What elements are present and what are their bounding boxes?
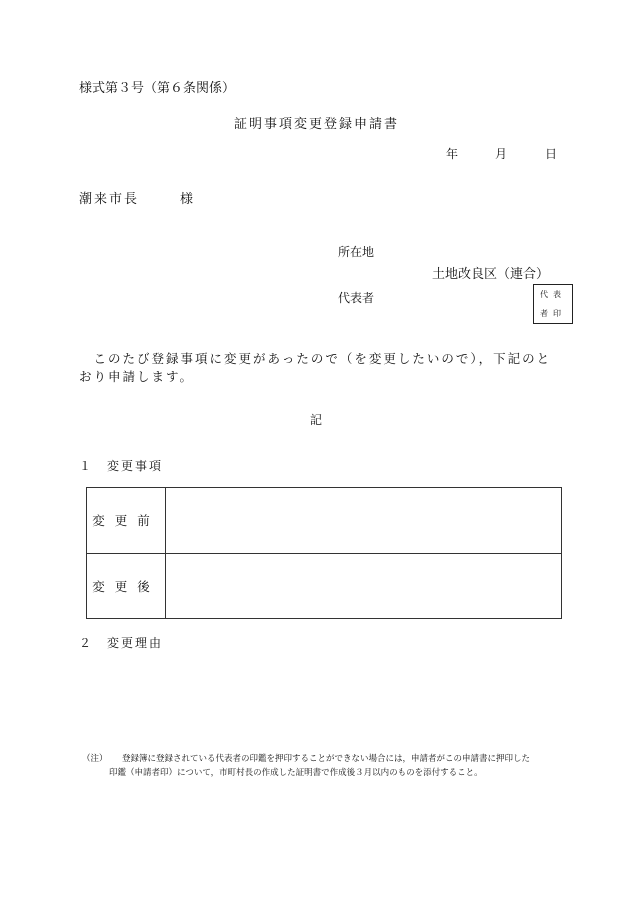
note-mark: （注） (82, 754, 108, 764)
table-row (87, 553, 562, 619)
section1-title: １ 変更事項 (79, 459, 164, 473)
date-month-label: 月 (495, 147, 508, 161)
note-line1: 登録簿に登録されている代表者の印鑑を押印することができない場合には，申請者がこの申請書に押印した (122, 754, 531, 764)
seal-box (533, 284, 573, 324)
change-table (86, 487, 562, 619)
date-year-label: 年 (446, 147, 459, 161)
body-text: このたび登録事項に変更があったので（を変更したいので），下記のとおり申請します。 (79, 351, 552, 384)
document-title: 証明事項変更登録申請書 (234, 117, 400, 132)
body-paragraph (79, 350, 559, 386)
addressee-name: 潮来市長 (79, 192, 140, 207)
table-row (87, 488, 562, 554)
location-label: 所在地 (338, 245, 375, 259)
seal-text-top: 代表 (540, 290, 566, 299)
row-label-before: 変更前 (87, 488, 166, 554)
seal-text-bottom: 者印 (540, 309, 566, 318)
form-number: 様式第３号（第６条関係） (79, 81, 236, 96)
addressee-honorific: 様 (180, 192, 194, 207)
representative-label: 代表者 (338, 291, 375, 305)
note-line2: 印鑑（申請者印）について，市町村長の作成した証明書で作成後３月以内のものを添付すること。 (109, 768, 483, 778)
row-label-after: 変更後 (87, 553, 166, 619)
ki-heading: 記 (310, 413, 323, 427)
row-value-before (166, 488, 562, 554)
organization-name: 土地改良区（連合） (432, 267, 550, 282)
row-value-after (166, 553, 562, 619)
section2-title: ２ 変更理由 (79, 636, 164, 650)
date-day-label: 日 (545, 147, 558, 161)
